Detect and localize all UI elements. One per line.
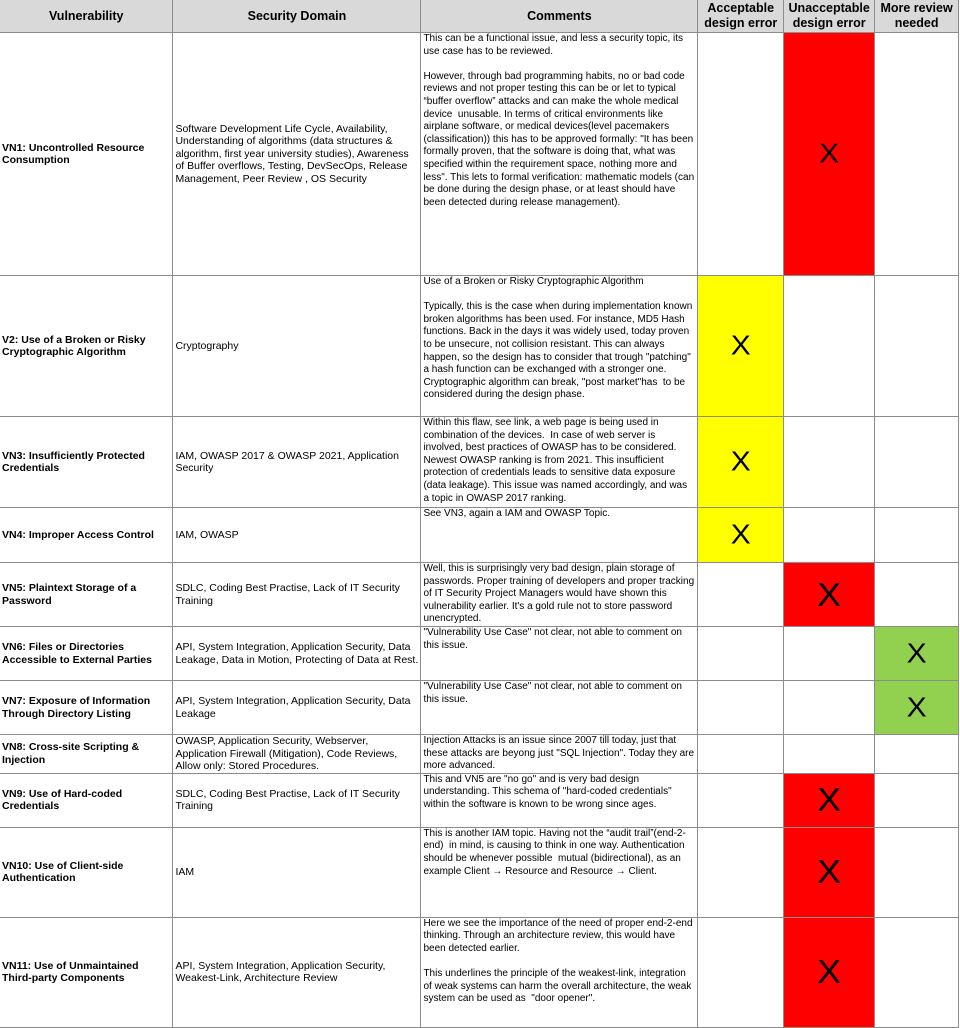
security-domain-cell: IAM, OWASP xyxy=(173,508,421,563)
unacceptable-mark-cell xyxy=(784,627,875,681)
acceptable-mark-cell xyxy=(698,276,784,417)
comment-cell xyxy=(421,563,698,627)
comment-text: See VN3, again a IAM and OWASP Topic. xyxy=(423,508,611,519)
x-mark: X xyxy=(730,446,751,477)
comment-cell xyxy=(421,917,698,1027)
comment-cell xyxy=(421,735,698,774)
table-row xyxy=(0,508,959,563)
security-domain-cell: OWASP, Application Security, Webserver, Application Firewall (Mitigation), Code Reviews, Allow only: Stored Procedures. xyxy=(173,735,421,774)
unacceptable-mark-cell xyxy=(784,276,875,417)
unacceptable-mark-cell xyxy=(784,827,875,917)
comment-text: This and VN5 are "no go" and is very bad design understanding. This schema of "hard-coded credentials" within the software is known to be wrong since ages. xyxy=(423,773,675,810)
security-domain-cell: IAM xyxy=(173,827,421,917)
header-review: More review needed xyxy=(875,0,959,33)
unacceptable-mark-cell xyxy=(784,417,875,508)
comment-cell xyxy=(421,773,698,827)
comment-text: This can be a functional issue, and less a security topic, its use case has to be reviewed. However, through bad programming habits, no or bad code reviews and not proper testing this can be or let to typical “buffer overflow” attacks and can make the whole medical device unusable. In terms of critical environments like airplane software, or medical devices(level pacemakers (classification)) this has to be approved formally: "It has been formally proven, that the software is doing that, what was specified within the requirement space, nothing more and less". This lets to formal verification: mathematic models (can be done during the design phase, or at least should have been detected during release management). xyxy=(423,33,695,208)
comment-text: Well, this is surprisingly very bad design, plain storage of passwords. Proper training of developers and proper tracking of IT Security Project Managers would have shown this vulnerability earlier. It's a gold rule not to store password unencrypted. xyxy=(423,563,697,625)
review-mark-cell xyxy=(875,827,959,917)
security-domain-cell: Software Development Life Cycle, Availability, Understanding of algorithms (data structures & algorithm, first year university studies), Awareness of Buffer overflows, Testing, DevSecOps, Release Management, Peer Review , OS Security xyxy=(173,33,421,276)
security-domain-cell: Cryptography xyxy=(173,276,421,417)
table-row xyxy=(0,627,959,681)
x-mark: X xyxy=(730,330,751,361)
security-domain-cell: API, System Integration, Application Security, Data Leakage, Data in Motion, Protecting of Data at Rest. xyxy=(173,627,421,681)
comment-cell xyxy=(421,33,698,276)
acceptable-mark-cell xyxy=(698,563,784,627)
table-row xyxy=(0,773,959,827)
comment-cell xyxy=(421,627,698,681)
comment-text: "Vulnerability Use Case" not clear, not able to comment on this issue. xyxy=(423,627,685,651)
security-domain-cell: SDLC, Coding Best Practise, Lack of IT Security Training xyxy=(173,773,421,827)
unacceptable-mark-cell xyxy=(784,563,875,627)
comment-text: Here we see the importance of the need of proper end-2-end thinking. Through an architecture review, this would have been detected earlier. This underlines the principle of the weakest-link, integration of weak systems can harm the overall architecture, the weak system can be used as "door opener". xyxy=(423,917,693,1005)
review-mark-cell xyxy=(875,681,959,735)
x-mark: X xyxy=(817,852,842,891)
review-mark-cell xyxy=(875,735,959,774)
acceptable-mark-cell xyxy=(698,627,784,681)
acceptable-mark-cell xyxy=(698,417,784,508)
vulnerability-cell: VN5: Plaintext Storage of a Password xyxy=(0,563,173,627)
x-mark: X xyxy=(817,575,842,613)
vulnerability-cell: VN9: Use of Hard-coded Credentials xyxy=(0,773,173,827)
header-row xyxy=(0,0,959,33)
x-mark: X xyxy=(906,691,927,723)
header-comments: Comments xyxy=(421,0,698,33)
x-mark: X xyxy=(817,780,842,819)
table-row xyxy=(0,827,959,917)
table-row xyxy=(0,681,959,735)
header-acceptable: Acceptable design error xyxy=(698,0,784,33)
comment-text: Within this flaw, see link, a web page is being used in combination of the devices. In case of web server is involved, best practices of OWASP has to be considered. Newest OWASP ranking is from 2021. This insufficient protection of credentials leads to sensitive data exposure (data leakage). This issue was named accordingly, and was a topic in OWASP 2017 ranking. xyxy=(423,417,690,504)
vulnerability-cell: VN8: Cross-site Scripting & Injection xyxy=(0,735,173,774)
x-mark: X xyxy=(906,637,927,669)
acceptable-mark-cell xyxy=(698,827,784,917)
comment-cell xyxy=(421,508,698,563)
unacceptable-mark-cell xyxy=(784,508,875,563)
unacceptable-mark-cell xyxy=(784,681,875,735)
comment-cell xyxy=(421,827,698,917)
comment-text: Injection Attacks is an issue since 2007 till today, just that these attacks are beyong just "SQL Injection". Today they are more advanced. xyxy=(423,735,697,772)
vulnerability-cell: VN6: Files or Directories Accessible to External Parties xyxy=(0,627,173,681)
review-mark-cell xyxy=(875,563,959,627)
acceptable-mark-cell xyxy=(698,508,784,563)
header-unacceptable: Unacceptable design error xyxy=(784,0,875,33)
comment-cell xyxy=(421,417,698,508)
review-mark-cell xyxy=(875,508,959,563)
comment-text: Use of a Broken or Risky Cryptographic Algorithm Typically, this is the case when during implementation known broken algorithms has been used. For instance, MD5 Hash functions. Back in the days it was widely used, today proven to be unsecure, not collision resistant. This can always happen, so the design has to consider that trough "patching" a hash function can be exchanged with a stronger one. Cryptographic algorithm can break, "post market"has to be considered during the design phase. xyxy=(423,276,693,401)
vulnerability-cell: VN3: Insufficiently Protected Credentials xyxy=(0,417,173,508)
unacceptable-mark-cell xyxy=(784,33,875,276)
vulnerability-cell: VN4: Improper Access Control xyxy=(0,508,173,563)
security-domain-cell: IAM, OWASP 2017 & OWASP 2021, Application Security xyxy=(173,417,421,508)
table-row xyxy=(0,563,959,627)
security-domain-cell: API, System Integration, Application Security, Weakest-Link, Architecture Review xyxy=(173,917,421,1027)
unacceptable-mark-cell xyxy=(784,917,875,1027)
acceptable-mark-cell xyxy=(698,773,784,827)
acceptable-mark-cell xyxy=(698,33,784,276)
table-row xyxy=(0,417,959,508)
table-row xyxy=(0,276,959,417)
vulnerability-cell: VN11: Use of Unmaintained Third-party Components xyxy=(0,917,173,1027)
table-row xyxy=(0,33,959,276)
comment-cell xyxy=(421,681,698,735)
review-mark-cell xyxy=(875,917,959,1027)
header-vulnerability: Vulnerability xyxy=(0,0,173,33)
table-row xyxy=(0,917,959,1027)
security-domain-cell: API, System Integration, Application Security, Data Leakage xyxy=(173,681,421,735)
vulnerability-cell: VN1: Uncontrolled Resource Consumption xyxy=(0,33,173,276)
review-mark-cell xyxy=(875,773,959,827)
comment-cell xyxy=(421,276,698,417)
review-mark-cell xyxy=(875,417,959,508)
unacceptable-mark-cell xyxy=(784,773,875,827)
vulnerability-cell: VN10: Use of Client-side Authentication xyxy=(0,827,173,917)
x-mark: X xyxy=(819,138,840,169)
comment-text: This is another IAM topic. Having not the “audit trail”(end-2-end) in mind, is causing to think in one way. Authentication should be whenever possible mutual (bidirectional), as an example Client → Resource and Resource → Client. xyxy=(423,827,688,877)
review-mark-cell xyxy=(875,276,959,417)
comment-text: "Vulnerability Use Case" not clear, not able to comment on this issue. xyxy=(423,681,685,705)
vulnerability-cell: V2: Use of a Broken or Risky Cryptographic Algorithm xyxy=(0,276,173,417)
header-security-domain: Security Domain xyxy=(173,0,421,33)
table-row xyxy=(0,735,959,774)
vulnerability-cell: VN7: Exposure of Information Through Directory Listing xyxy=(0,681,173,735)
unacceptable-mark-cell xyxy=(784,735,875,774)
acceptable-mark-cell xyxy=(698,917,784,1027)
security-domain-cell: SDLC, Coding Best Practise, Lack of IT Security Training xyxy=(173,563,421,627)
x-mark: X xyxy=(730,519,751,550)
x-mark: X xyxy=(817,952,842,991)
acceptable-mark-cell xyxy=(698,681,784,735)
review-mark-cell xyxy=(875,627,959,681)
acceptable-mark-cell xyxy=(698,735,784,774)
review-mark-cell xyxy=(875,33,959,276)
